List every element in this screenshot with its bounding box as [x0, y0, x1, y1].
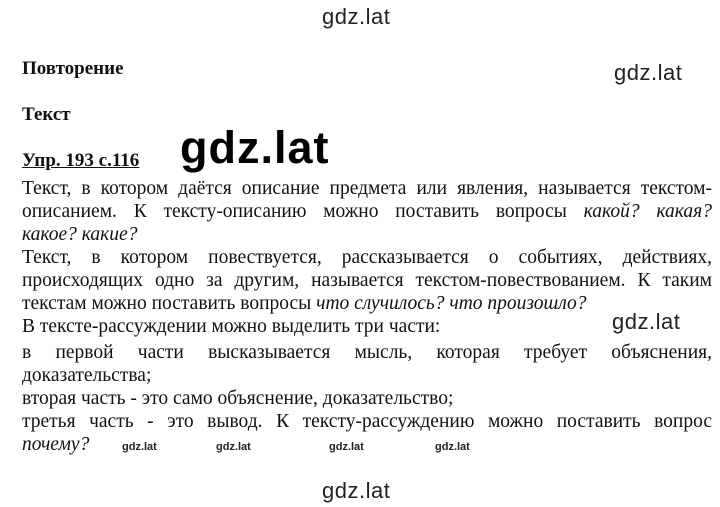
text-line-1: Текст, в котором даётся описание предмета или явления, называется текстом-	[22, 178, 712, 199]
text-line-11: третья часть - это вывод. К тексту-рассуждению можно поставить вопрос	[22, 411, 712, 432]
topic-heading: Текст	[22, 104, 71, 125]
text-line-2-questions: какой? какая?	[583, 201, 712, 222]
text-line-4: Текст, в котором повествуется, рассказывается о событиях, действиях,	[22, 247, 712, 268]
watermark-small-4: gdz.lat	[435, 441, 470, 453]
text-line-7: В тексте-рассуждении можно выделить три части:	[22, 316, 441, 337]
watermark-right-top: gdz.lat	[614, 60, 683, 85]
text-line-6-plain: текстам можно поставить вопросы	[22, 293, 312, 314]
text-line-10: вторая часть - это само объяснение, доказательство;	[22, 388, 454, 409]
watermark-small-3: gdz.lat	[329, 441, 364, 453]
text-line-12: почему?	[22, 434, 90, 455]
text-line-6	[22, 292, 586, 315]
text-line-2	[22, 200, 712, 223]
text-line-6-questions: что случилось? что произошло?	[316, 293, 587, 314]
text-line-3: какое? какие?	[22, 224, 138, 245]
watermark-top: gdz.lat	[322, 4, 391, 29]
watermark-bottom: gdz.lat	[322, 478, 391, 503]
text-line-9: доказательства;	[22, 365, 152, 386]
section-heading: Повторение	[22, 58, 124, 79]
exercise-heading: Упр. 193 с.116	[22, 150, 140, 171]
watermark-small-1: gdz.lat	[122, 441, 157, 453]
watermark-small-2: gdz.lat	[216, 441, 251, 453]
watermark-right-mid: gdz.lat	[612, 309, 681, 334]
watermark-large: gdz.lat	[180, 122, 330, 173]
text-line-5: происходящих одно за другим, называется текстом-повествованием. К таким	[22, 270, 712, 291]
text-line-8: в первой части высказывается мысль, которая требует объяснения,	[22, 342, 712, 363]
text-line-2-plain: описанием. К тексту-описанию можно поставить вопросы	[22, 201, 567, 222]
